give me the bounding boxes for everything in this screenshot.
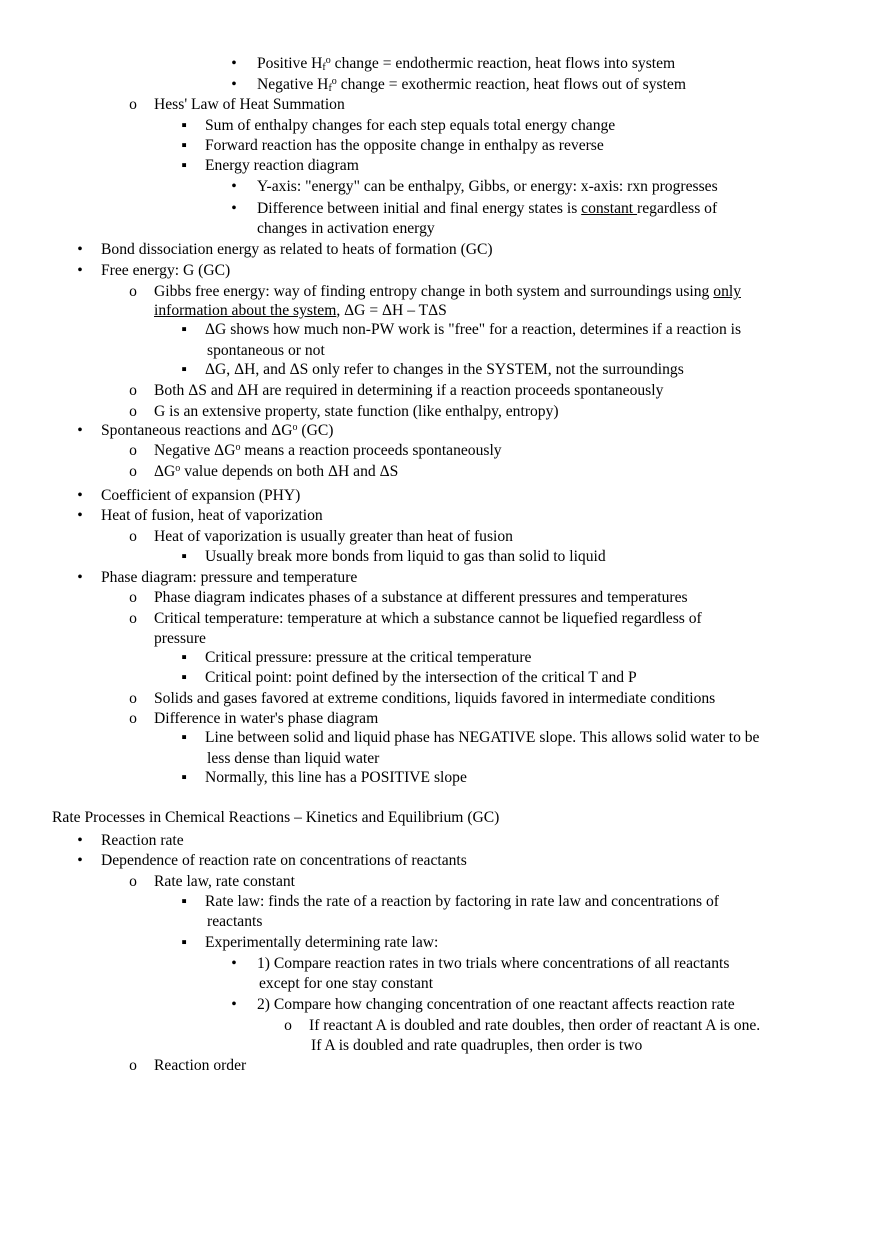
- break-bonds-item: Usually break more bonds from liquid to gas than solid to liquid: [205, 548, 606, 565]
- bullet-circle: o: [129, 283, 137, 300]
- bullet-square: ▪: [181, 669, 187, 686]
- coefficient-item: Coefficient of expansion (PHY): [101, 487, 301, 504]
- bullet-circle: o: [129, 873, 137, 890]
- bullet-square: ▪: [181, 137, 187, 154]
- order-example-continued: If A is doubled and rate quadruples, then order is two: [311, 1037, 643, 1054]
- bullet-square: ▪: [181, 649, 187, 666]
- bond-dissociation-item: Bond dissociation energy as related to heats of formation (GC): [101, 241, 493, 258]
- phase-diagram-item: Phase diagram: pressure and temperature: [101, 569, 358, 586]
- bullet-square: ▪: [181, 321, 187, 338]
- energy-difference-continued: changes in activation energy: [257, 220, 435, 237]
- extreme-conditions-item: Solids and gases favored at extreme conditions, liquids favored in intermediate conditions: [154, 690, 716, 707]
- bullet-dot: •: [77, 241, 83, 258]
- energy-diagram-item: Energy reaction diagram: [205, 157, 359, 174]
- bullet-circle: o: [129, 610, 137, 627]
- extensive-property-item: G is an extensive property, state function (like enthalpy, entropy): [154, 403, 559, 420]
- rate-law-constant-item: Rate law, rate constant: [154, 873, 296, 890]
- enthalpy-sum-item: Sum of enthalpy changes for each step equals total energy change: [205, 117, 616, 134]
- bullet-square: ▪: [181, 934, 187, 951]
- reaction-order-item: Reaction order: [154, 1057, 247, 1074]
- delta-g-free-continued: spontaneous or not: [207, 342, 325, 359]
- bullet-circle: o: [129, 690, 137, 707]
- bullet-circle: o: [129, 382, 137, 399]
- critical-point-item: Critical point: point defined by the intersection of the critical T and P: [205, 669, 637, 686]
- bullet-square: ▪: [181, 157, 187, 174]
- vaporization-item: Heat of vaporization is usually greater than heat of fusion: [154, 528, 513, 545]
- bullet-dot: •: [231, 996, 237, 1013]
- step-one-item: 1) Compare reaction rates in two trials where concentrations of all reactants: [257, 955, 730, 972]
- bullet-dot: •: [77, 569, 83, 586]
- dependence-item: Dependence of reaction rate on concentrations of reactants: [101, 852, 467, 869]
- water-phase-item: Difference in water's phase diagram: [154, 710, 379, 727]
- bullet-dot: •: [231, 76, 237, 93]
- bullet-dot: •: [77, 852, 83, 869]
- bullet-dot: •: [77, 262, 83, 279]
- bullet-square: ▪: [181, 361, 187, 378]
- negative-dg-item: Negative $\Delta G^o$ means a reaction proceeds spontaneously: [154, 442, 502, 459]
- step-one-continued: except for one stay constant: [259, 975, 434, 992]
- bullet-dot: •: [231, 55, 237, 72]
- y-axis-item: Y-axis: "energy" can be enthalpy, Gibbs, or energy: x-axis: rxn progresses: [257, 178, 718, 195]
- order-example-item: If reactant A is doubled and rate doubles, then order of reactant A is one.: [309, 1017, 761, 1034]
- gibbs-item: Gibbs free energy: way of finding entropy change in both system and surroundings using only: [154, 283, 741, 300]
- negative-slope-item: Line between solid and liquid phase has NEGATIVE slope. This allows solid water to be: [205, 729, 760, 746]
- critical-pressure-item: Critical pressure: pressure at the critical temperature: [205, 649, 532, 666]
- bullet-square: ▪: [181, 548, 187, 565]
- gibbs-item-continued: information about the system, ΔG = ΔH – TΔS: [154, 302, 447, 319]
- rate-law-continued: reactants: [207, 913, 263, 930]
- dg-depends-item: $\Delta G^o$ value depends on both ΔH and ΔS: [154, 463, 399, 480]
- bullet-circle: o: [129, 710, 137, 727]
- free-energy-item: Free energy: G (GC): [101, 262, 231, 279]
- critical-temperature-item: Critical temperature: temperature at which a substance cannot be liquefied regardless of: [154, 610, 702, 627]
- bullet-dot: •: [231, 178, 237, 195]
- bullet-square: ▪: [181, 729, 187, 746]
- bullet-dot: •: [231, 955, 237, 972]
- negative-hf-item: Negative $H_f^o$ change = exothermic reaction, heat flows out of system: [257, 76, 686, 94]
- bullet-circle: o: [129, 1057, 137, 1074]
- bullet-dot: •: [77, 507, 83, 524]
- bullet-circle: o: [129, 403, 137, 420]
- bullet-dot: •: [77, 422, 83, 439]
- bullet-dot: •: [77, 832, 83, 849]
- bullet-dot: •: [231, 200, 237, 217]
- step-two-item: 2) Compare how changing concentration of one reactant affects reaction rate: [257, 996, 735, 1013]
- spontaneous-item: Spontaneous reactions and $\Delta G^o$ (GC): [101, 422, 334, 439]
- bullet-circle: o: [129, 442, 137, 459]
- phase-indicates-item: Phase diagram indicates phases of a substance at different pressures and temperatures: [154, 589, 688, 606]
- delta-g-free-item: ΔG shows how much non-PW work is "free" for a reaction, determines if a reaction is: [205, 321, 742, 338]
- bullet-circle: o: [129, 589, 137, 606]
- bullet-circle: o: [129, 463, 137, 480]
- experimental-item: Experimentally determining rate law:: [205, 934, 439, 951]
- forward-reaction-item: Forward reaction has the opposite change in enthalpy as reverse: [205, 137, 604, 154]
- bullet-circle: o: [129, 96, 137, 113]
- energy-difference-item: Difference between initial and final energy states is constant regardless of: [257, 200, 718, 217]
- system-item: ΔG, ΔH, and ΔS only refer to changes in the SYSTEM, not the surroundings: [205, 361, 684, 378]
- hess-law-item: Hess' Law of Heat Summation: [154, 96, 345, 113]
- positive-hf-item: Positive $H_f^o$ change = endothermic reaction, heat flows into system: [257, 55, 676, 73]
- bullet-square: ▪: [181, 117, 187, 134]
- bullet-circle: o: [129, 528, 137, 545]
- reaction-rate-item: Reaction rate: [101, 832, 184, 849]
- bullet-circle: o: [284, 1017, 292, 1034]
- bullet-dot: •: [77, 487, 83, 504]
- critical-temperature-continued: pressure: [154, 630, 206, 647]
- negative-slope-continued: less dense than liquid water: [207, 750, 380, 767]
- heat-fusion-item: Heat of fusion, heat of vaporization: [101, 507, 323, 524]
- bullet-square: ▪: [181, 769, 187, 786]
- bullet-square: ▪: [181, 893, 187, 910]
- both-required-item: Both ΔS and ΔH are required in determining if a reaction proceeds spontaneously: [154, 382, 664, 399]
- positive-slope-item: Normally, this line has a POSITIVE slope: [205, 769, 467, 786]
- rate-law-item: Rate law: finds the rate of a reaction by factoring in rate law and concentrations of: [205, 893, 719, 910]
- section-heading: Rate Processes in Chemical Reactions – Kinetics and Equilibrium (GC): [52, 809, 500, 826]
